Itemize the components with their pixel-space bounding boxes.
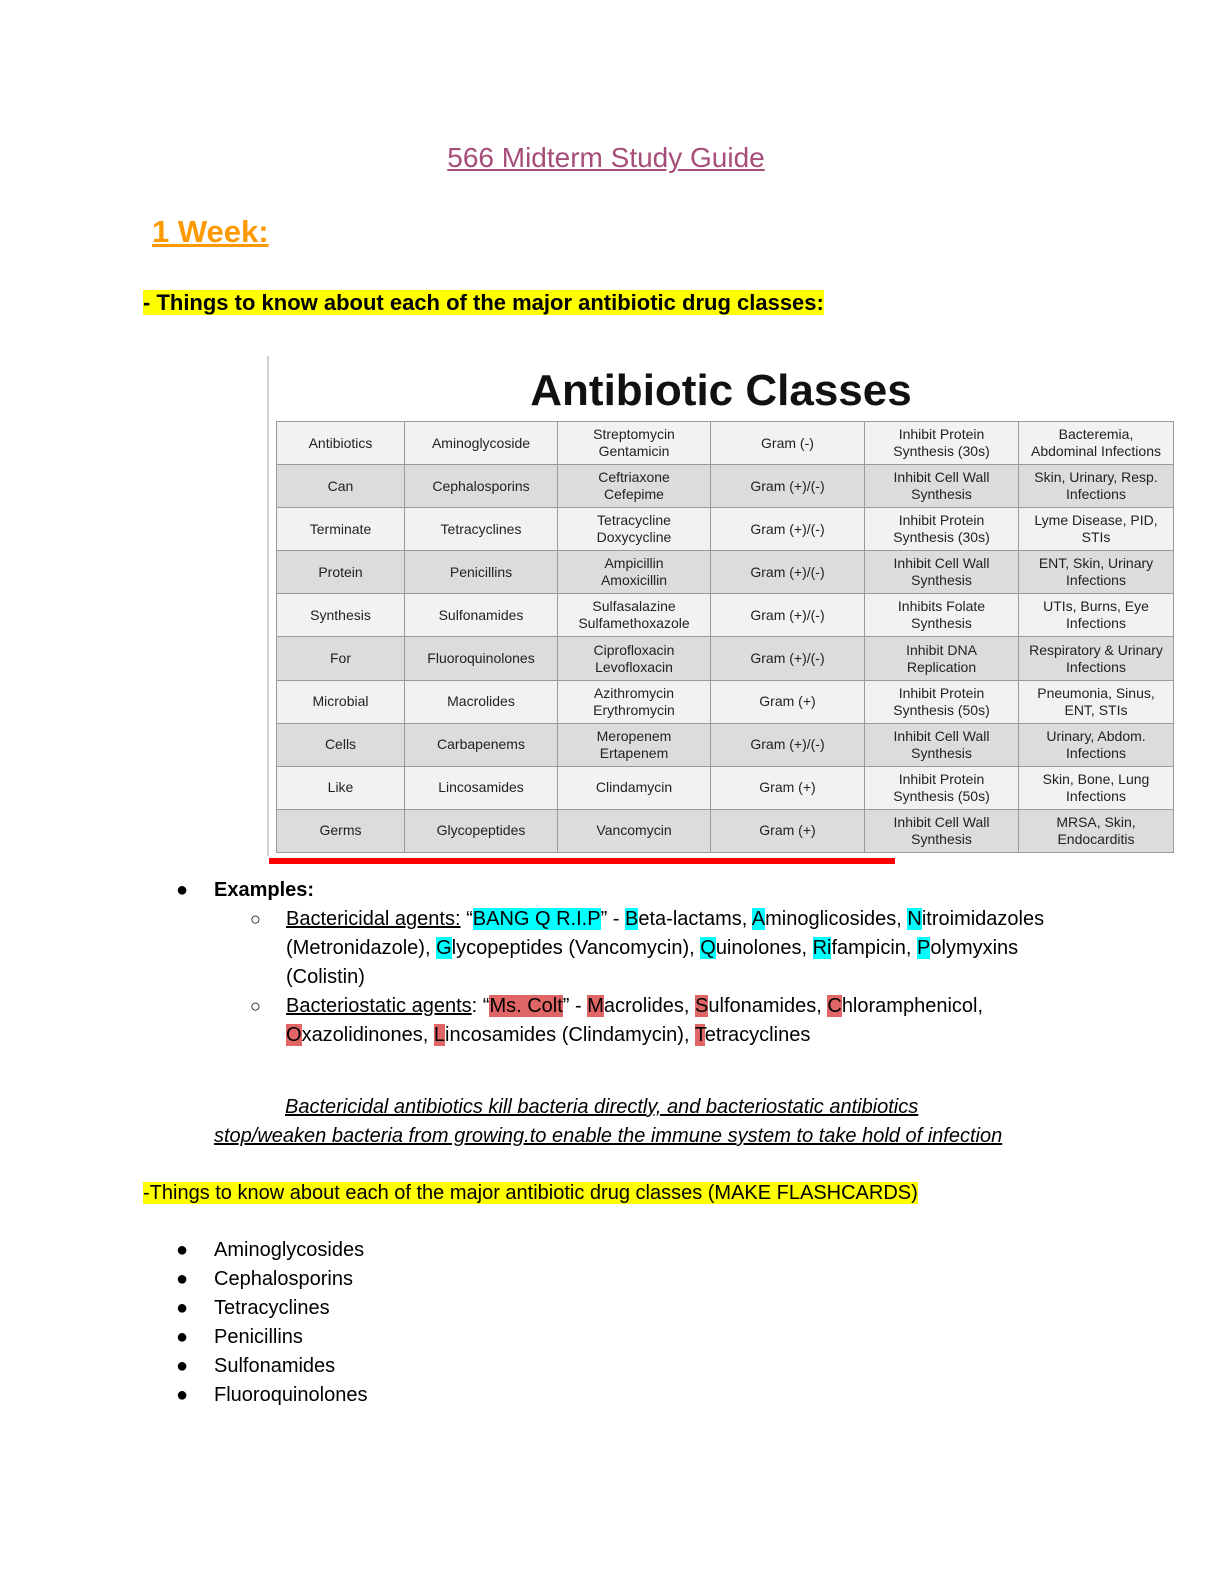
table-row: [277, 723, 1174, 766]
table-cell: Inhibit Cell Wall Synthesis: [865, 723, 1019, 766]
table-row: [277, 508, 1174, 551]
table-cell: Lyme Disease, PID, STIs: [1019, 508, 1174, 551]
mnemonic-letter: C: [827, 995, 842, 1017]
agent-text: minoglicosides,: [765, 908, 908, 930]
agent-text: uinolones,: [715, 937, 813, 959]
bacteriostatic-label: Bacteriostatic agents: [286, 995, 472, 1017]
agent-text: ulfonamides,: [708, 995, 828, 1017]
mnemonic-letter: M: [587, 995, 604, 1017]
bactericidal-vs-bacteriostatic-note: Bactericidal antibiotics kill bacteria directly, and bacteriostatic antibiotics stop/weaken bacteria from growing.to enable the immune system to take hold of infection: [214, 1096, 1003, 1147]
agent-text: acrolides,: [603, 995, 696, 1017]
table-cell: Gram (+)/(-): [711, 508, 865, 551]
mnemonic-letter: B: [625, 908, 639, 930]
table-row: [277, 422, 1174, 465]
table-cell: MRSA, Skin, Endocarditis: [1019, 809, 1174, 852]
list-item-label: Fluoroquinolones: [214, 1384, 368, 1406]
section1-heading: [143, 290, 824, 316]
table-cell: Aminoglycoside: [405, 422, 558, 465]
bullet-icon: ●: [176, 1239, 189, 1261]
figure-left-border: [267, 356, 269, 856]
table-cell: Ceftriaxone Cefepime: [558, 465, 711, 508]
table-cell: Ampicillin Amoxicillin: [558, 551, 711, 594]
table-cell: Germs: [277, 809, 405, 852]
table-cell: Fluoroquinolones: [405, 637, 558, 680]
table-cell: ENT, Skin, Urinary Infections: [1019, 551, 1174, 594]
list-item: [160, 1265, 367, 1294]
figure-title: Antibiotic Classes: [530, 366, 912, 415]
table-cell: Terminate: [277, 508, 405, 551]
bullet-icon: ●: [176, 1268, 189, 1290]
table-cell: Inhibits Folate Synthesis: [865, 594, 1019, 637]
mnemonic-letter: Q: [700, 937, 716, 959]
table-cell: Gram (+)/(-): [711, 465, 865, 508]
agent-text: itroimidazoles (Metronidazole),: [286, 908, 1045, 959]
bactericidal-mnemonic: BANG Q R.I.P: [472, 908, 601, 930]
mnemonic-letter: G: [436, 937, 452, 959]
antibiotic-classes-table: [276, 421, 1174, 853]
examples-label: Examples:: [214, 879, 315, 901]
table-row: [277, 809, 1174, 852]
table-cell: Inhibit DNA Replication: [865, 637, 1019, 680]
table-cell: Gram (+)/(-): [711, 723, 865, 766]
list-item: [160, 1352, 367, 1381]
agent-text: xazolidinones,: [301, 1024, 434, 1046]
sub-bullet-icon: ○: [250, 996, 261, 1016]
table-cell: Urinary, Abdom. Infections: [1019, 723, 1174, 766]
table-row: [277, 465, 1174, 508]
list-item: [160, 1381, 367, 1410]
table-cell: Inhibit Protein Synthesis (50s): [865, 766, 1019, 809]
mnemonic-letter: S: [695, 995, 709, 1017]
table-cell: Respiratory & Urinary Infections: [1019, 637, 1174, 680]
flashcard-class-list: [160, 1236, 367, 1410]
bullet-icon: ●: [176, 879, 189, 901]
table-cell: Macrolides: [405, 680, 558, 723]
agent-text: hloramphenicol,: [841, 995, 984, 1017]
table-cell: Gram (+): [711, 680, 865, 723]
quote-open: “: [460, 908, 473, 930]
agent-text: lycopeptides (Vancomycin),: [451, 937, 701, 959]
quote-open: : “: [471, 995, 490, 1017]
table-cell: Inhibit Cell Wall Synthesis: [865, 465, 1019, 508]
table-cell: Tetracycline Doxycycline: [558, 508, 711, 551]
bactericidal-label: Bactericidal agents:: [286, 908, 461, 930]
week-heading: 1 Week:: [152, 214, 269, 249]
table-cell: Bacteremia, Abdominal Infections: [1019, 422, 1174, 465]
quote-close: ” -: [600, 908, 626, 930]
table-cell: Pneumonia, Sinus, ENT, STIs: [1019, 680, 1174, 723]
table-cell: Microbial: [277, 680, 405, 723]
table-cell: Sulfasalazine Sulfamethoxazole: [558, 594, 711, 637]
list-item: [160, 1323, 367, 1352]
table-cell: Gram (+)/(-): [711, 637, 865, 680]
agent-text: olymyxins (Colistin): [286, 937, 1019, 988]
table-row: [277, 551, 1174, 594]
list-item: [160, 1294, 367, 1323]
table-cell: Sulfonamides: [405, 594, 558, 637]
red-rule: [269, 858, 895, 864]
table-cell: Inhibit Protein Synthesis (50s): [865, 680, 1019, 723]
table-cell: Inhibit Protein Synthesis (30s): [865, 508, 1019, 551]
bullet-icon: ●: [176, 1297, 189, 1319]
table-cell: Clindamycin: [558, 766, 711, 809]
bullet-icon: ●: [176, 1326, 189, 1348]
bacteriostatic-item: [250, 992, 1100, 1050]
table-row: [277, 594, 1174, 637]
table-cell: UTIs, Burns, Eye Infections: [1019, 594, 1174, 637]
agent-text: incosamides (Clindamycin),: [445, 1024, 695, 1046]
bacteriostatic-text: [286, 992, 1100, 1050]
mnemonic-letter: L: [433, 1024, 445, 1046]
bacteriostatic-mnemonic: Ms. Colt: [489, 995, 563, 1017]
table-cell: For: [277, 637, 405, 680]
table-cell: Vancomycin: [558, 809, 711, 852]
bullet-icon: ●: [176, 1355, 189, 1377]
table-cell: Antibiotics: [277, 422, 405, 465]
section2-heading: [143, 1182, 918, 1205]
table-cell: Synthesis: [277, 594, 405, 637]
table-cell: Gram (+)/(-): [711, 594, 865, 637]
table-cell: Cells: [277, 723, 405, 766]
bactericidal-text: [286, 905, 1100, 992]
list-item-label: Sulfonamides: [214, 1355, 336, 1377]
mnemonic-letter: O: [286, 1024, 302, 1046]
table-cell: Streptomycin Gentamicin: [558, 422, 711, 465]
mnemonic-letter: A: [751, 908, 766, 930]
document-title: 566 Midterm Study Guide: [447, 142, 765, 173]
table-cell: Gram (+): [711, 766, 865, 809]
table-cell: Inhibit Protein Synthesis (30s): [865, 422, 1019, 465]
mnemonic-letter: N: [907, 908, 922, 930]
mnemonic-letter: T: [694, 1024, 705, 1046]
quote-close: ” -: [562, 995, 588, 1017]
table-cell: Can: [277, 465, 405, 508]
agent-text: eta-lactams,: [638, 908, 752, 930]
list-item-label: Penicillins: [214, 1326, 303, 1348]
table-cell: Gram (+): [711, 809, 865, 852]
table-cell: Gram (+)/(-): [711, 551, 865, 594]
table-row: [277, 766, 1174, 809]
section2-heading-text: -Things to know about each of the major antibiotic drug classes (MAKE FLASHCARDS): [143, 1182, 918, 1204]
table-cell: Skin, Bone, Lung Infections: [1019, 766, 1174, 809]
table-cell: Penicillins: [405, 551, 558, 594]
table-cell: Inhibit Cell Wall Synthesis: [865, 551, 1019, 594]
table-cell: Cephalosporins: [405, 465, 558, 508]
section1-heading-text: - Things to know about each of the major antibiotic drug classes:: [143, 290, 824, 315]
examples-list: [160, 876, 1100, 1050]
table-cell: Protein: [277, 551, 405, 594]
table-cell: Meropenem Ertapenem: [558, 723, 711, 766]
list-item-label: Tetracyclines: [214, 1297, 330, 1319]
table-cell: Ciprofloxacin Levofloxacin: [558, 637, 711, 680]
agent-text: etracyclines: [704, 1024, 811, 1046]
table-cell: Inhibit Cell Wall Synthesis: [865, 809, 1019, 852]
table-cell: Gram (-): [711, 422, 865, 465]
antibiotic-classes-figure: [267, 356, 1175, 866]
list-item-label: Cephalosporins: [214, 1268, 353, 1290]
table-cell: Tetracyclines: [405, 508, 558, 551]
table-cell: Like: [277, 766, 405, 809]
list-item: [160, 1236, 367, 1265]
table-cell: Carbapenems: [405, 723, 558, 766]
table-cell: Azithromycin Erythromycin: [558, 680, 711, 723]
mnemonic-letter: Ri: [812, 937, 832, 959]
list-item-label: Aminoglycosides: [214, 1239, 365, 1261]
table-cell: Skin, Urinary, Resp. Infections: [1019, 465, 1174, 508]
agent-text: fampicin,: [831, 937, 918, 959]
bactericidal-item: [250, 905, 1100, 992]
bullet-icon: ●: [176, 1384, 189, 1406]
table-row: [277, 680, 1174, 723]
table-cell: Glycopeptides: [405, 809, 558, 852]
mnemonic-letter: P: [917, 937, 931, 959]
sub-bullet-icon: ○: [250, 909, 261, 929]
examples-item: [160, 876, 1100, 905]
table-cell: Lincosamides: [405, 766, 558, 809]
table-row: [277, 637, 1174, 680]
